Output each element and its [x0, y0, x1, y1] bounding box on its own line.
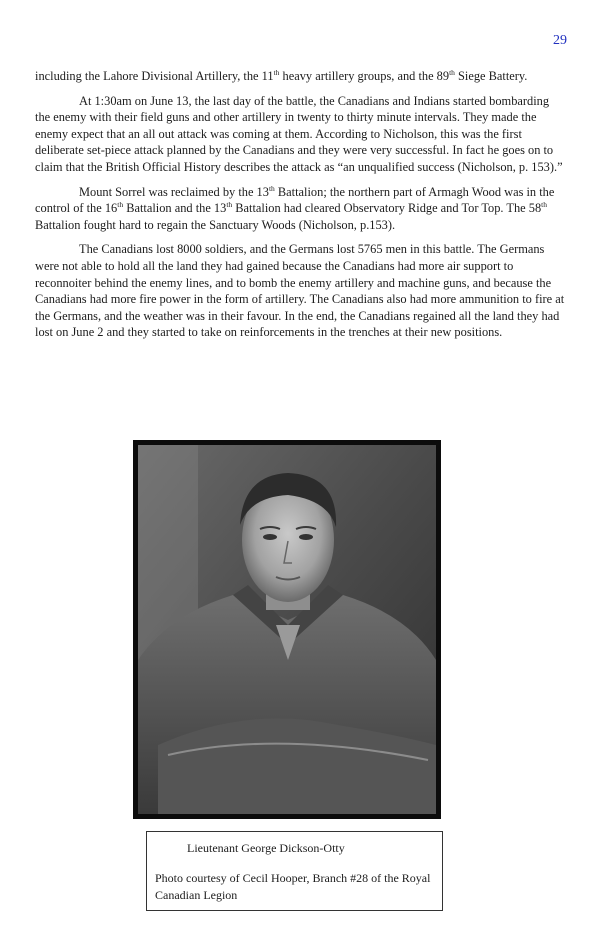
body-text: [35, 68, 565, 349]
caption-title: Lieutenant George Dickson-Otty: [187, 841, 345, 855]
ordinal-suffix: th: [268, 183, 275, 193]
ordinal-suffix: th: [541, 200, 547, 210]
text-run: heavy artillery groups, and the 89: [279, 69, 450, 83]
ordinal-suffix: th: [273, 67, 280, 77]
text-run: Mount Sorrel was reclaimed by the 13: [79, 184, 269, 199]
photo-caption-box: [146, 831, 443, 911]
paragraph-2: [35, 93, 565, 176]
ordinal-suffix: th: [449, 67, 455, 77]
text-run: The Canadians lost 8000 soldiers, and the Germans lost 5765 men in this battle. The Germans were not able to hold all the land they had gained because the Canadians had more air support to reconnoiter behind the enemy lines, and to bomb the enemy artillery and machine guns, and because the Canadians had more fire power in the form of artillery. The Canadians also had more ammunition to fire at the Germans, and the weather was in their favour. In the end, the Canadians regained all the land they had lost on June 2 and they started to take on reinforcements in the trenches at their new positions.: [35, 242, 565, 340]
caption-credit: Photo courtesy of Cecil Hooper, Branch #28 of the Royal Canadian Legion: [155, 871, 431, 902]
text-run: Battalion; the northern part of Armagh Wood was in the control of the 16: [35, 184, 555, 216]
text-run: Battalion fought hard to regain the Sanctuary Woods (Nicholson, p.153).: [35, 217, 396, 232]
page-number: 29: [553, 33, 567, 48]
text-run: Battalion and the 13: [123, 201, 227, 216]
text-run: including the Lahore Divisional Artillery, the 11: [35, 69, 274, 83]
text-run: At 1:30am on June 13, the last day of the battle, the Canadians and Indians started bombarding the enemy with their field guns and other artillery in twenty to thirty minute intervals. They made the enemy expect that an all out attack was coming at them. According to Nicholson, this was the first deliberate set-piece attack planned by the Canadians and they were very successful. In fact he goes on to claim that the British Official History describes the attack as “an unqualified success (Nicholson, p. 153).”: [35, 93, 563, 174]
text-run: Battalion had cleared Observatory Ridge and Tor Top. The 58: [232, 201, 542, 216]
ordinal-suffix: th: [117, 200, 124, 210]
paragraph-1: [35, 68, 565, 85]
soldier-portrait-image: [138, 445, 436, 814]
paragraph-4: [35, 241, 565, 341]
paragraph-3: [35, 184, 565, 234]
ordinal-suffix: th: [226, 200, 233, 210]
portrait-photo: [133, 440, 441, 819]
text-run: Siege Battery.: [454, 69, 528, 83]
